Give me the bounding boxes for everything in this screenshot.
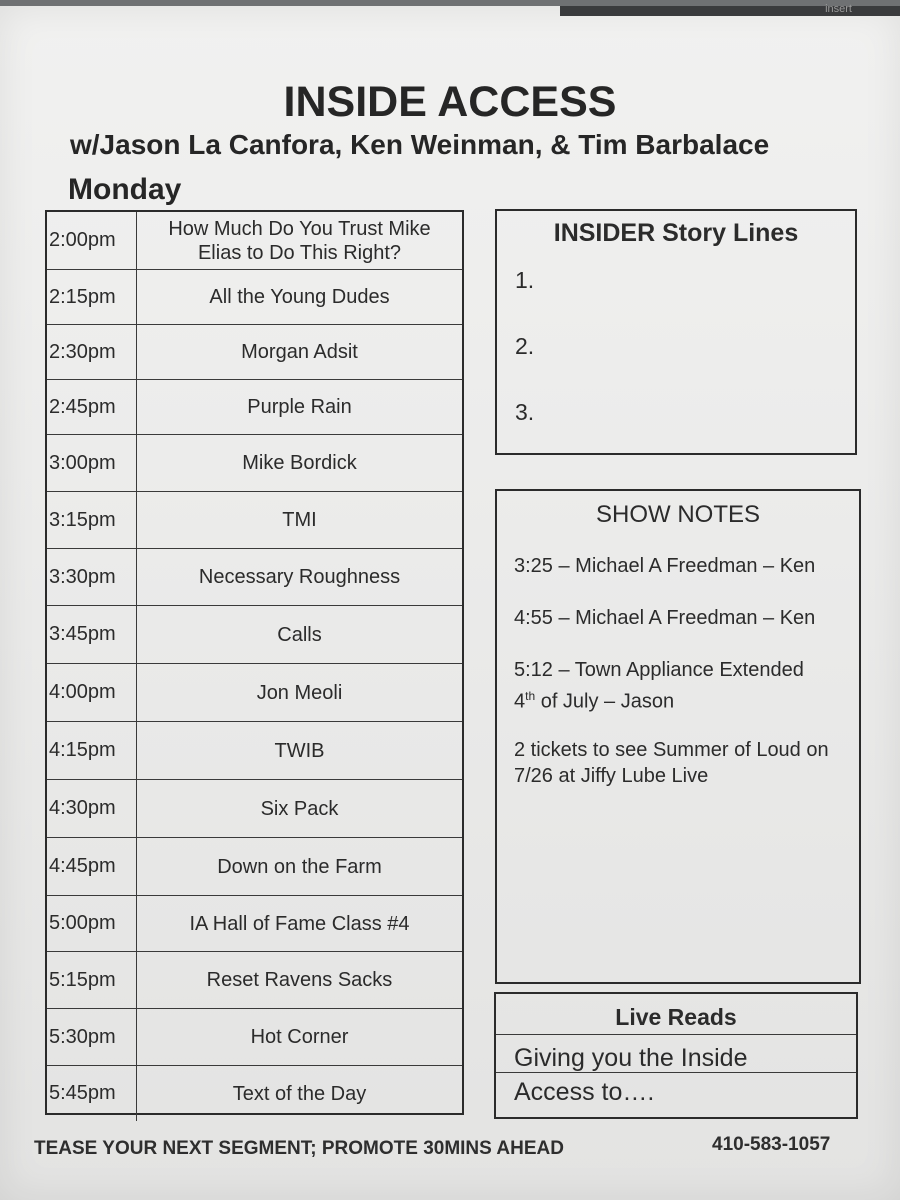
- schedule-row: [47, 325, 462, 380]
- show-note-3-line-2: [514, 683, 854, 715]
- schedule-segment: Hot Corner: [250, 1026, 349, 1048]
- schedule-segment: TWIB: [274, 739, 325, 762]
- show-note-3-suffix: th: [525, 689, 536, 703]
- page-title: INSIDE ACCESS: [283, 78, 617, 126]
- schedule-time: 4:15pm: [47, 722, 137, 779]
- show-notes-box: [495, 489, 861, 984]
- schedule-row: [47, 896, 462, 952]
- schedule-row: [47, 952, 462, 1009]
- show-note-1: 3:25 – Michael A Freedman – Ken: [514, 555, 816, 577]
- schedule-time: 2:00pm: [47, 212, 137, 269]
- schedule-time: 2:30pm: [47, 325, 137, 379]
- schedule-row: [47, 780, 462, 838]
- schedule-segment: IA Hall of Fame Class #4: [189, 912, 410, 935]
- schedule-segment: Six Pack: [260, 797, 339, 820]
- hosts-line: w/Jason La Canfora, Ken Weinman, & Tim Barbalace: [70, 129, 770, 160]
- story-line-3: 3.: [515, 399, 535, 425]
- schedule-time: 4:00pm: [47, 664, 137, 721]
- story-line-2: 2.: [515, 333, 535, 359]
- corner-text: insert: [825, 3, 852, 15]
- schedule-row: [47, 435, 462, 492]
- live-reads-title: Live Reads: [496, 994, 856, 1035]
- show-note-3-rest: of July – Jason: [535, 690, 675, 713]
- schedule-segment: Reset Ravens Sacks: [206, 969, 393, 991]
- schedule-segment: Calls: [277, 623, 322, 646]
- schedule-segment: How Much Do You Trust Mike Elias to Do This Right?: [168, 217, 431, 264]
- schedule-time: 5:45pm: [47, 1066, 137, 1121]
- schedule-table: [45, 210, 464, 1115]
- schedule-row: [47, 492, 462, 549]
- schedule-segment: All the Young Dudes: [209, 286, 390, 308]
- live-reads-box: [494, 992, 858, 1119]
- schedule-row: [47, 380, 462, 435]
- schedule-segment: Text of the Day: [232, 1082, 367, 1105]
- show-note-4: 2 tickets to see Summer of Loud on 7/26 at Jiffy Lube Live: [514, 739, 829, 787]
- schedule-row: [47, 270, 462, 325]
- schedule-row: [47, 212, 462, 270]
- footer-instruction: TEASE YOUR NEXT SEGMENT; PROMOTE 30MINS AHEAD: [34, 1138, 564, 1159]
- schedule-time: 5:30pm: [47, 1009, 137, 1065]
- live-reads-line-1: Giving you the Inside: [514, 1044, 748, 1072]
- schedule-row: [47, 549, 462, 606]
- schedule-time: 3:00pm: [47, 435, 137, 491]
- show-notes-title: SHOW NOTES: [595, 501, 760, 528]
- live-reads-divider: [496, 1072, 856, 1073]
- show-note-3-line-1: 5:12 – Town Appliance Extended: [514, 659, 804, 681]
- schedule-segment: Necessary Roughness: [198, 566, 401, 588]
- schedule-time: 3:30pm: [47, 549, 137, 605]
- paper-sheet: [0, 3, 900, 1200]
- day-label: Monday: [68, 173, 182, 206]
- story-lines-title: INSIDER Story Lines: [553, 219, 799, 247]
- schedule-time: 4:45pm: [47, 838, 137, 895]
- show-note-2: 4:55 – Michael A Freedman – Ken: [514, 607, 816, 629]
- show-note-3-day: 4: [514, 690, 526, 713]
- background-edge: [560, 3, 900, 16]
- show-note-3: [514, 657, 854, 715]
- schedule-time: 2:45pm: [47, 380, 137, 434]
- story-lines-box: [495, 209, 857, 455]
- schedule-row: [47, 606, 462, 664]
- schedule-segment: Jon Meoli: [256, 681, 343, 704]
- schedule-row: [47, 722, 462, 780]
- schedule-segment: Mike Bordick: [242, 452, 357, 474]
- footer-phone: 410-583-1057: [712, 1134, 831, 1155]
- schedule-row: [47, 1009, 462, 1066]
- schedule-segment: Morgan Adsit: [241, 341, 358, 363]
- schedule-segment: Purple Rain: [247, 396, 352, 418]
- schedule-segment: TMI: [282, 509, 317, 531]
- schedule-segment: Down on the Farm: [217, 855, 382, 878]
- schedule-row: [47, 664, 462, 722]
- schedule-row: [47, 838, 462, 896]
- schedule-time: 5:15pm: [47, 952, 137, 1008]
- story-line-1: 1.: [515, 267, 535, 293]
- schedule-time: 2:15pm: [47, 270, 137, 324]
- schedule-time: 5:00pm: [47, 896, 137, 951]
- schedule-time: 3:45pm: [47, 606, 137, 663]
- schedule-time: 3:15pm: [47, 492, 137, 548]
- schedule-row: [47, 1066, 462, 1121]
- live-reads-line-2: Access to….: [514, 1078, 655, 1106]
- schedule-time: 4:30pm: [47, 780, 137, 837]
